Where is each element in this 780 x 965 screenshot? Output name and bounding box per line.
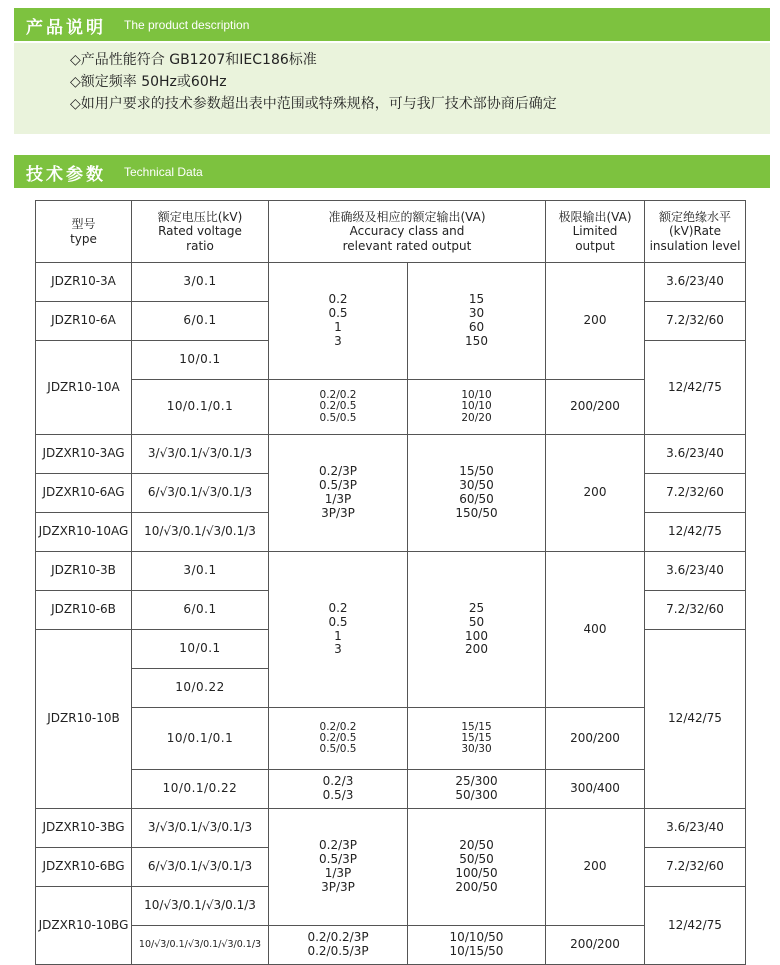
model-cell: JDZR10-3A [36,263,132,302]
accuracy-output-cell: 15/50 30/50 60/50 150/50 [408,435,546,552]
model-cell: JDZR10-10B [36,630,132,809]
ratio-cell: 3/0.1 [132,263,269,302]
table-row [36,809,746,848]
header-accuracy: 准确级及相应的额定输出(VA) Accuracy class and relevant rated output [269,201,546,263]
table-row [36,380,746,435]
ratio-cell: 3/0.1 [132,552,269,591]
limit-cell: 300/400 [546,770,645,809]
model-cell: JDZXR10-3BG [36,809,132,848]
model-cell: JDZXR10-6BG [36,848,132,887]
insulation-cell: 3.6/23/40 [645,809,746,848]
insulation-cell: 3.6/23/40 [645,263,746,302]
model-cell: JDZR10-3B [36,552,132,591]
table-row [36,708,746,770]
table-row [36,926,746,965]
table-row [36,263,746,302]
accuracy-class-cell: 0.2/0.2 0.2/0.5 0.5/0.5 [269,708,408,770]
limit-cell: 200/200 [546,380,645,435]
accuracy-output-cell: 10/10 10/10 20/20 [408,380,546,435]
ratio-cell: 10/0.1 [132,341,269,380]
insulation-cell: 3.6/23/40 [645,435,746,474]
accuracy-output-cell: 10/10/50 10/15/50 [408,926,546,965]
header-type: 型号 type [36,201,132,263]
table-header-row [36,201,746,263]
accuracy-class-cell: 0.2/0.2/3P 0.2/0.5/3P [269,926,408,965]
ratio-cell: 3/√3/0.1/√3/0.1/3 [132,809,269,848]
model-cell: JDZXR10-10AG [36,513,132,552]
ratio-cell: 10/√3/0.1/√3/0.1/3 [132,513,269,552]
accuracy-class-cell: 0.2/3P 0.5/3P 1/3P 3P/3P [269,809,408,926]
product-description-title-cn: 产品说明 [26,18,106,38]
header-limit: 极限输出(VA) Limited output [546,201,645,263]
ratio-cell: 10/√3/0.1/√3/0.1/3 [132,887,269,926]
model-cell: JDZR10-6A [36,302,132,341]
insulation-cell: 7.2/32/60 [645,591,746,630]
technical-data-banner [14,155,770,188]
ratio-cell: 10/0.1/0.1 [132,708,269,770]
limit-cell: 200 [546,263,645,380]
insulation-cell: 3.6/23/40 [645,552,746,591]
ratio-cell: 10/0.1/0.22 [132,770,269,809]
table-row [36,770,746,809]
limit-cell: 200 [546,809,645,926]
ratio-cell: 10/0.1/0.1 [132,380,269,435]
ratio-cell: 10/√3/0.1/√3/0.1/√3/0.1/3 [132,926,269,965]
ratio-cell: 3/√3/0.1/√3/0.1/3 [132,435,269,474]
model-cell: JDZR10-10A [36,341,132,435]
limit-cell: 200 [546,435,645,552]
insulation-cell: 12/42/75 [645,630,746,809]
accuracy-class-cell: 0.2 0.5 1 3 [269,263,408,380]
ratio-cell: 6/0.1 [132,302,269,341]
description-line-standard: ◇产品性能符合 GB1207和IEC186标准 [70,52,317,68]
table-row [36,435,746,474]
model-cell: JDZXR10-3AG [36,435,132,474]
ratio-cell: 6/0.1 [132,591,269,630]
header-insulation: 额定绝缘水平 (kV)Rate insulation level [645,201,746,263]
product-description-box [14,43,770,134]
description-line-custom: ◇如用户要求的技术参数超出表中范围或特殊规格，可与我厂技术部协商后确定 [70,96,557,112]
accuracy-output-cell: 20/50 50/50 100/50 200/50 [408,809,546,926]
accuracy-output-cell: 15/15 15/15 30/30 [408,708,546,770]
accuracy-class-cell: 0.2/3P 0.5/3P 1/3P 3P/3P [269,435,408,552]
model-cell: JDZR10-6B [36,591,132,630]
technical-data-title-en: Technical Data [124,165,203,179]
technical-data-table [35,200,746,965]
accuracy-output-cell: 25 50 100 200 [408,552,546,708]
product-description-title-en: The product description [124,18,250,32]
insulation-cell: 7.2/32/60 [645,302,746,341]
limit-cell: 200/200 [546,708,645,770]
header-ratio: 额定电压比(kV) Rated voltage ratio [132,201,269,263]
ratio-cell: 10/0.22 [132,669,269,708]
ratio-cell: 6/√3/0.1/√3/0.1/3 [132,848,269,887]
insulation-cell: 12/42/75 [645,887,746,965]
ratio-cell: 10/0.1 [132,630,269,669]
model-cell: JDZXR10-10BG [36,887,132,965]
description-line-frequency: ◇额定频率 50Hz或60Hz [70,74,227,90]
accuracy-output-cell: 15 30 60 150 [408,263,546,380]
model-cell: JDZXR10-6AG [36,474,132,513]
limit-cell: 200/200 [546,926,645,965]
table-row [36,552,746,591]
technical-data-title-cn: 技术参数 [26,165,106,185]
accuracy-class-cell: 0.2/3 0.5/3 [269,770,408,809]
insulation-cell: 12/42/75 [645,513,746,552]
product-description-banner [14,8,770,41]
insulation-cell: 7.2/32/60 [645,848,746,887]
accuracy-class-cell: 0.2/0.2 0.2/0.5 0.5/0.5 [269,380,408,435]
insulation-cell: 12/42/75 [645,341,746,435]
accuracy-output-cell: 25/300 50/300 [408,770,546,809]
accuracy-class-cell: 0.2 0.5 1 3 [269,552,408,708]
limit-cell: 400 [546,552,645,708]
insulation-cell: 7.2/32/60 [645,474,746,513]
ratio-cell: 6/√3/0.1/√3/0.1/3 [132,474,269,513]
